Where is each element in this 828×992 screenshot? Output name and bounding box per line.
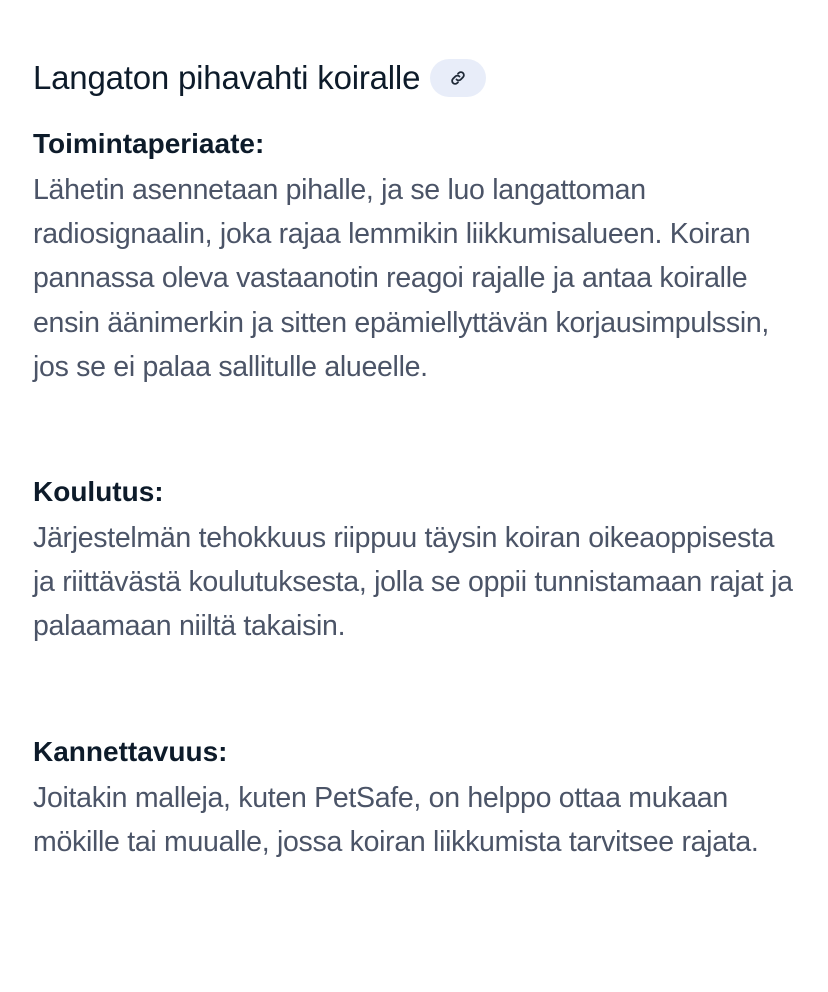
section-heading: Toimintaperiaate: <box>33 128 265 159</box>
section-body: Joitakin malleja, kuten PetSafe, on helppo ottaa mukaan mökille tai muualle, jossa koiran liikkumista tarvitsee rajata. <box>33 782 759 859</box>
section-koulutus <box>33 472 803 649</box>
link-icon <box>449 69 467 87</box>
page-title: Langaton pihavahti koiralle <box>33 59 421 96</box>
copy-link-button[interactable] <box>430 59 486 97</box>
section-toimintaperiaate <box>33 124 803 389</box>
section-body: Lähetin asennetaan pihalle, ja se luo langattoman radiosignaalin, joka rajaa lemmikin liikkumisalueen. Koiran pannassa oleva vastaanotin reagoi rajalle ja antaa koiralle ensin äänimerkin ja sitten epämiellyttävän korjausimpulssin, jos se ei palaa sallitulle alueelle. <box>33 174 770 383</box>
section-kannettavuus <box>33 732 803 864</box>
section-body: Järjestelmän tehokkuus riippuu täysin koiran oikeaoppisesta ja riittävästä koulutuksesta, jolla se oppii tunnistamaan rajat ja palaamaan niiltä takaisin. <box>33 522 793 643</box>
section-heading: Kannettavuus: <box>33 736 228 767</box>
section-heading: Koulutus: <box>33 476 164 507</box>
title-row <box>33 56 486 100</box>
